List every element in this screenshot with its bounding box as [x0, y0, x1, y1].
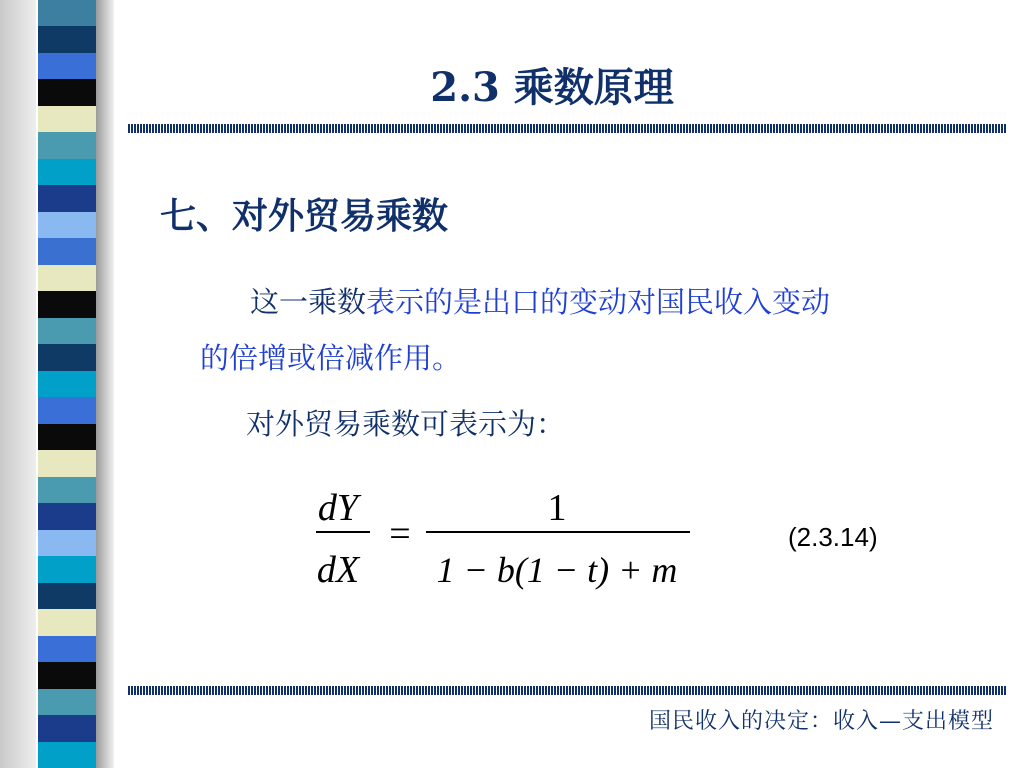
sidebar-block — [38, 662, 96, 688]
sidebar-block — [38, 503, 96, 529]
lhs-denominator: dX — [316, 549, 360, 591]
sidebar-block — [38, 450, 96, 476]
top-divider — [128, 124, 1006, 133]
equals-sign: = — [389, 513, 411, 555]
paragraph-text-plain: 这一乘数 — [250, 285, 367, 319]
sidebar-color-strip — [38, 0, 96, 768]
decorative-sidebar — [0, 0, 115, 768]
formula-intro-text: 对外贸易乘数可表示为： — [246, 407, 566, 441]
equation-number: (2.3.14) — [788, 522, 878, 552]
slide-title: 2.3 乘数原理 — [430, 64, 674, 111]
sidebar-block — [38, 556, 96, 582]
sidebar-block — [38, 344, 96, 370]
rhs-denominator: 1 − b(1 − t) + m — [436, 550, 678, 590]
sidebar-block — [38, 26, 96, 52]
lhs-numerator: dY — [317, 487, 359, 529]
section-heading: 七、对外贸易乘数 — [160, 195, 449, 237]
sidebar-block — [38, 371, 96, 397]
sidebar-block — [38, 159, 96, 185]
sidebar-block — [38, 742, 96, 768]
sidebar-block — [38, 636, 96, 662]
sidebar-block — [38, 318, 96, 344]
multiplier-formula — [312, 478, 702, 598]
sidebar-block — [38, 185, 96, 211]
sidebar-block — [38, 0, 96, 26]
sidebar-block — [38, 609, 96, 635]
footer-text: 国民收入的决定：收入—支出模型 — [648, 709, 994, 734]
bottom-divider — [128, 686, 1006, 695]
sidebar-block — [38, 530, 96, 556]
sidebar-shade-left — [0, 0, 36, 768]
sidebar-block — [38, 212, 96, 238]
rhs-numerator: 1 — [547, 487, 567, 529]
sidebar-block — [38, 265, 96, 291]
sidebar-block — [38, 583, 96, 609]
sidebar-block — [38, 397, 96, 423]
sidebar-block — [38, 715, 96, 741]
sidebar-block — [38, 477, 96, 503]
sidebar-block — [38, 291, 96, 317]
sidebar-block — [38, 424, 96, 450]
sidebar-shade-right — [96, 0, 114, 768]
sidebar-block — [38, 132, 96, 158]
paragraph-text-highlight-1: 表示的是出口的变动对国民收入变动 — [366, 285, 831, 319]
sidebar-block — [38, 238, 96, 264]
paragraph-text-highlight-2: 的倍增或倍减作用。 — [200, 341, 462, 375]
sidebar-block — [38, 689, 96, 715]
description-paragraph — [200, 274, 940, 386]
